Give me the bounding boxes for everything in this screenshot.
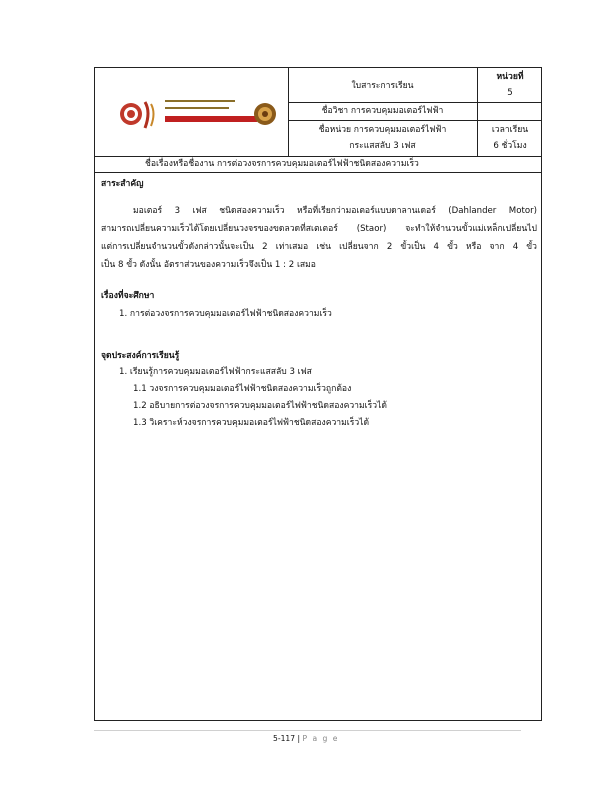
time-value: 6 ชั่วโมง bbox=[493, 141, 527, 151]
page-word: P a g e bbox=[302, 734, 339, 743]
unit-name-line1: ชื่อหน่วย การควบคุมมอเตอร์ไฟฟ้า bbox=[318, 125, 447, 135]
institution-logos bbox=[103, 94, 283, 134]
objective-item-1-1: 1.1 วงจรการควบคุมมอเตอร์ไฟฟ้าชนิดสองความเร็วถูกต้อง bbox=[133, 384, 352, 394]
page-footer bbox=[0, 734, 612, 743]
time-label: เวลาเรียน bbox=[491, 125, 529, 135]
topic-title: ชื่อเรื่องหรือชื่องาน การต่อวงจรการควบคุมมอเตอร์ไฟฟ้าชนิดสองความเร็ว bbox=[145, 159, 419, 169]
topics-heading: เรื่องที่จะศึกษา bbox=[101, 291, 155, 301]
header-rule bbox=[95, 172, 541, 173]
objective-item-1-2: 1.2 อธิบายการต่อวงจรการควบคุมมอเตอร์ไฟฟ้าชนิดสองความเร็วได้ bbox=[133, 401, 387, 411]
objective-item-1: 1. เรียนรู้การควบคุมมอเตอร์ไฟฟ้ากระแสสลับ 3 เฟส bbox=[119, 367, 312, 377]
footer-divider bbox=[94, 730, 521, 731]
topic-item-1: 1. การต่อวงจรการควบคุมมอเตอร์ไฟฟ้าชนิดสองความเร็ว bbox=[119, 309, 332, 319]
institution-logo-icon bbox=[103, 94, 283, 134]
header-rule bbox=[95, 156, 541, 157]
subject-name: ชื่อวิชา การควบคุมมอเตอร์ไฟฟ้า bbox=[321, 106, 444, 116]
essence-line-1: มอเตอร์ 3 เฟส ชนิดสองความเร็ว หรือที่เรียกว่ามอเตอร์แบบดาลานเดอร์ (Dahlander Motor) bbox=[133, 206, 537, 216]
essence-heading: สาระสำคัญ bbox=[101, 179, 144, 189]
objective-item-1-3: 1.3 วิเคราะห์วงจรการควบคุมมอเตอร์ไฟฟ้าชนิดสองความเร็วได้ bbox=[133, 418, 370, 428]
header-rule bbox=[288, 102, 541, 103]
objectives-heading: จุดประสงค์การเรียนรู้ bbox=[101, 351, 180, 361]
header-rule bbox=[288, 120, 541, 121]
page-number: 5-117 | bbox=[273, 734, 301, 743]
document-frame bbox=[94, 67, 542, 721]
essence-line-2: สามารถเปลี่ยนความเร็วได้โดยเปลี่ยนวงจรของขดลวดที่สเตเตอร์ (Staor) จะทำให้จำนวนขั้วแม่เหล็กเปลี่ยนไป bbox=[101, 224, 537, 234]
essence-line-4: เป็น 8 ขั้ว ดังนั้น อัตราส่วนของความเร็วจึงเป็น 1 : 2 เสมอ bbox=[101, 260, 316, 270]
essence-line-3: แต่การเปลี่ยนจำนวนขั้วดังกล่าวนั้นจะเป็น 2 เท่าเสมอ เช่น เปลี่ยนจาก 2 ขั้วเป็น 4 ขั้ว หรือ จาก 4 ขั้ว bbox=[101, 242, 537, 252]
unit-label: หน่วยที่ bbox=[496, 72, 524, 82]
sheet-title: ใบสาระการเรียน bbox=[351, 81, 414, 91]
unit-number: 5 bbox=[507, 88, 513, 98]
unit-name-line2: กระแสสลับ 3 เฟส bbox=[349, 141, 416, 151]
